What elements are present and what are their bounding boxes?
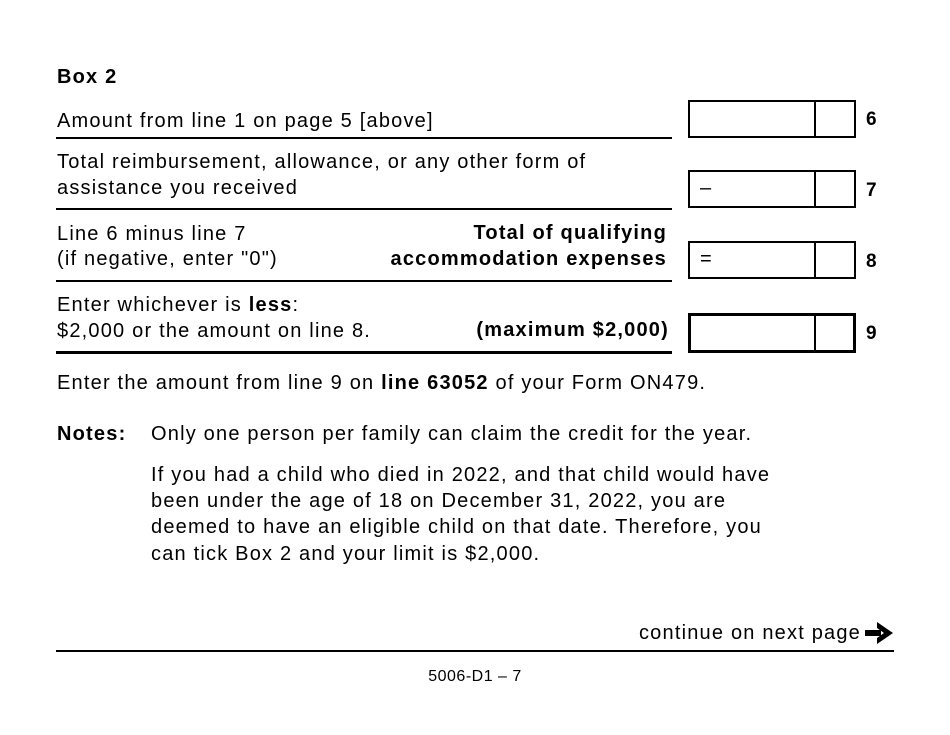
line-number-6: 6 — [866, 109, 877, 130]
minus-operator: – — [700, 177, 712, 199]
instruction-text: Enter the amount from line 9 on line 63052 of your Form ON479. — [57, 372, 707, 394]
line-9-amount-field[interactable] — [688, 313, 856, 353]
line-6-amount-field[interactable] — [688, 100, 856, 138]
line-9-divider — [56, 351, 672, 354]
cents-divider — [814, 102, 816, 136]
note-1: Only one person per family can claim the credit for the year. — [151, 423, 753, 445]
cents-divider — [814, 243, 816, 277]
notes-label: Notes: — [57, 423, 127, 445]
line-9-maximum-label: (maximum $2,000) — [476, 319, 669, 341]
line-7-amount-field[interactable] — [688, 170, 856, 208]
line-8-divider — [56, 280, 672, 282]
note-2-line-3: deemed to have an eligible child on that date. Therefore, you — [151, 516, 762, 538]
line-6-divider — [56, 137, 672, 139]
equals-operator: = — [700, 248, 712, 270]
line-9-label-b: $2,000 or the amount on line 8. — [57, 320, 372, 342]
right-arrow-icon — [864, 621, 894, 645]
line-8-total-label-b: accommodation expenses — [390, 248, 667, 270]
line-number-8: 8 — [866, 251, 877, 272]
line-number-7: 7 — [866, 180, 877, 201]
note-2-line-1: If you had a child who died in 2022, and that child would have — [151, 464, 771, 486]
line-8-amount-field[interactable] — [688, 241, 856, 279]
cents-divider — [814, 172, 816, 206]
line-8-label-b: (if negative, enter "0") — [57, 248, 278, 270]
section-title: Box 2 — [57, 66, 118, 88]
footer-divider — [56, 650, 894, 652]
line-9-label-a: Enter whichever is less: — [57, 294, 300, 316]
line-8-total-label-a: Total of qualifying — [473, 222, 667, 244]
note-2-line-4: can tick Box 2 and your limit is $2,000. — [151, 543, 541, 565]
note-2-line-2: been under the age of 18 on December 31, 2022, you are — [151, 490, 727, 512]
line-number-9: 9 — [866, 323, 877, 344]
line-7-label-b: assistance you received — [57, 177, 299, 199]
cents-divider — [814, 316, 816, 350]
line-7-divider — [56, 208, 672, 210]
page-number: 5006-D1 – 7 — [428, 668, 522, 685]
line-7-label-a: Total reimbursement, allowance, or any other form of — [57, 151, 587, 173]
continue-text: continue on next page — [638, 622, 861, 644]
line-reference: line 63052 — [381, 372, 489, 394]
line-8-label-a: Line 6 minus line 7 — [57, 223, 247, 245]
line-6-label: Amount from line 1 on page 5 [above] — [57, 110, 434, 132]
less-emphasis: less — [248, 294, 293, 316]
